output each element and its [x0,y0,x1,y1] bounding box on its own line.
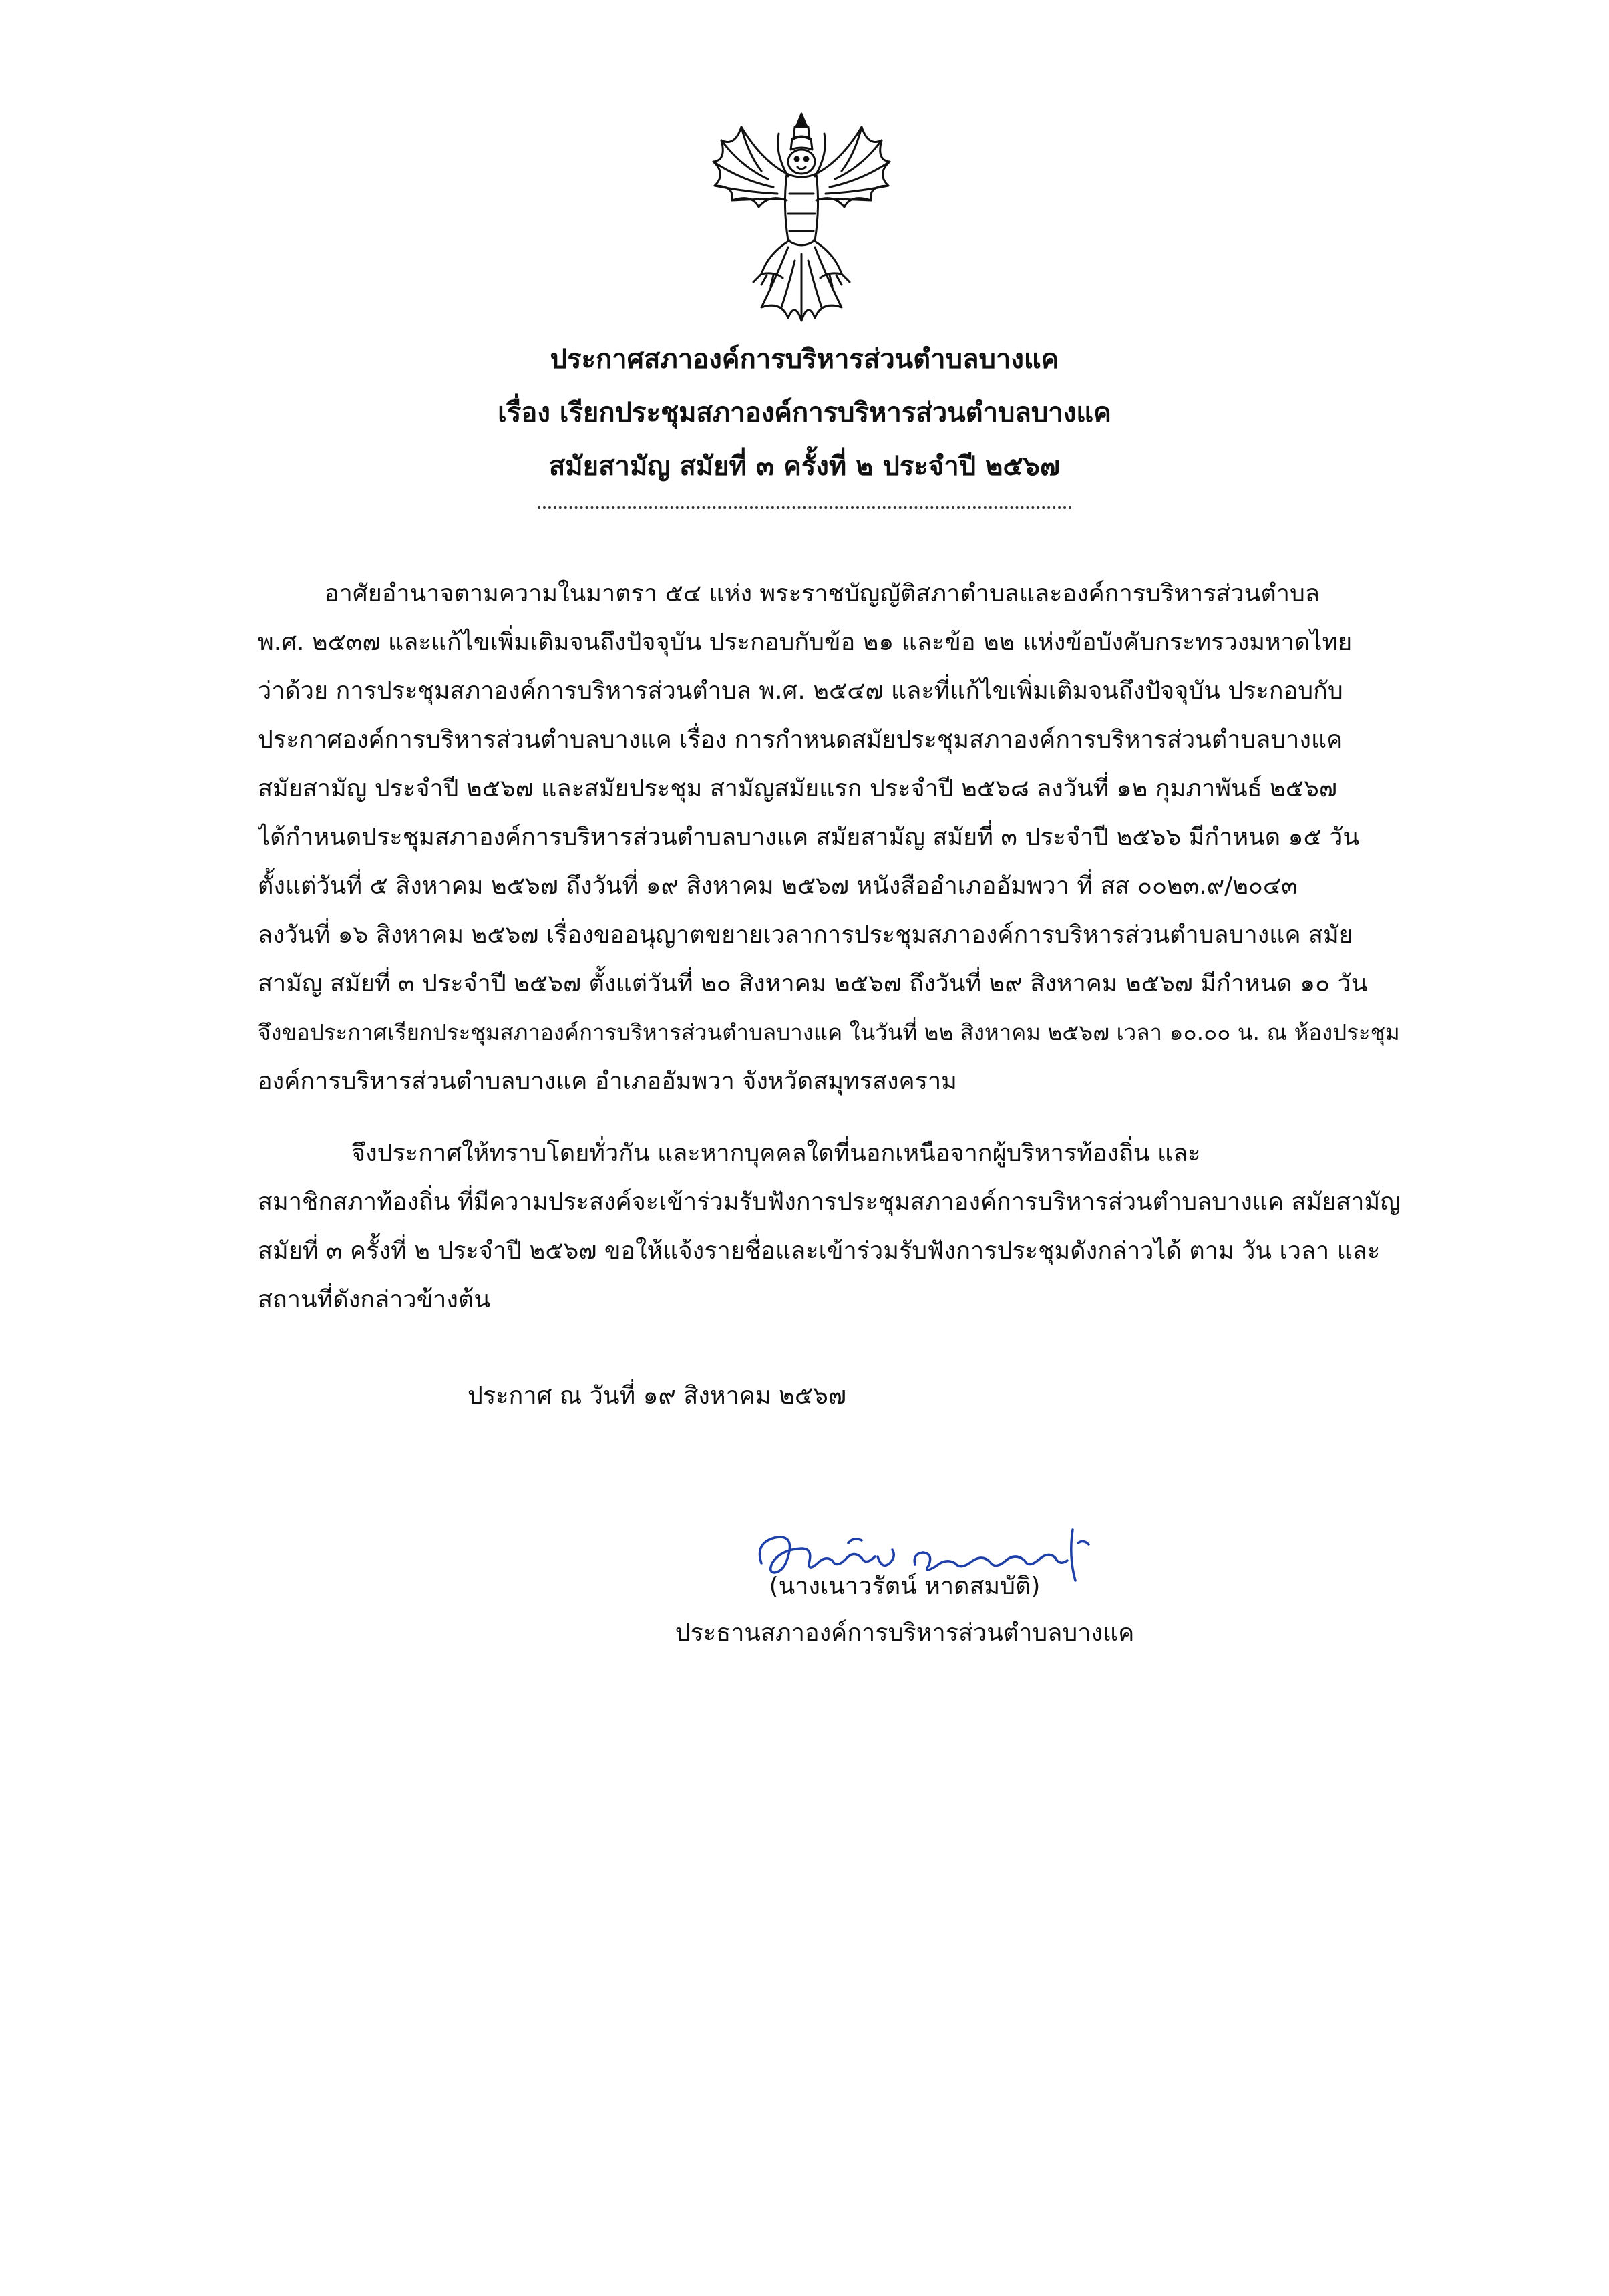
header-session: สมัยสามัญ สมัยที่ ๓ ครั้งที่ ๒ ประจำปี ๒๕๖๗ [548,451,1061,482]
announce-date: ประกาศ ณ วันที่ ๑๙ สิงหาคม ๒๕๖๗ [468,1382,846,1410]
paragraph-authority [258,569,1485,1106]
signer-block [0,1563,1609,1657]
text-line: สถานที่ดังกล่าวข้างต้น [258,1286,490,1313]
text-line: สมัยที่ ๓ ครั้งที่ ๒ ประจำปี ๒๕๖๗ ขอให้แจ้งรายชื่อและเข้าร่วมรับฟังการประชุมดังกล่าวได้ ตาม วัน เวลา และ [258,1237,1381,1265]
paragraph-notice [258,1129,1485,1324]
header-dotted-rule [538,506,1072,509]
header-title: ประกาศสภาองค์การบริหารส่วนตำบลบางแค [550,344,1059,375]
signer-position: ประธานสภาองค์การบริหารส่วนตำบลบางแค [675,1619,1135,1647]
text-line: ตั้งแต่วันที่ ๕ สิงหาคม ๒๕๖๗ ถึงวันที่ ๑๙ สิงหาคม ๒๕๖๗ หนังสืออำเภออัมพวา ที่ สส ๐๐๒๓.๙/๒๐๔๓ [258,872,1298,900]
text-line: จึงประกาศให้ทราบโดยทั่วกัน และหากบุคคลใดที่นอกเหนือจากผู้บริหารท้องถิ่น และ [351,1140,1201,1167]
text-line: สมัยสามัญ ประจำปี ๒๕๖๗ และสมัยประชุม สามัญสมัยแรก ประจำปี ๒๕๖๘ ลงวันที่ ๑๒ กุมภาพันธ์ ๒๕๖๗ [258,775,1337,802]
text-line: ลงวันที่ ๑๖ สิงหาคม ๒๕๖๗ เรื่องขออนุญาตขยายเวลาการประชุมสภาองค์การบริหารส่วนตำบลบางแค สมัย [258,921,1353,949]
text-line: ประกาศองค์การบริหารส่วนตำบลบางแค เรื่อง การกำหนดสมัยประชุมสภาองค์การบริหารส่วนตำบลบางแค [258,726,1343,754]
header-subject: เรื่อง เรียกประชุมสภาองค์การบริหารส่วนตำบลบางแค [498,397,1111,428]
text-line: อาศัยอำนาจตามความในมาตรา ๕๔ แห่ง พระราชบัญญัติสภาตำบลและองค์การบริหารส่วนตำบล [325,580,1320,607]
document-header [0,333,1609,493]
text-line: ได้กำหนดประชุมสภาองค์การบริหารส่วนตำบลบางแค สมัยสามัญ สมัยที่ ๓ ประจำปี ๒๕๖๖ มีกำหนด ๑๕ วัน [258,824,1359,851]
text-line: สมาชิกสภาท้องถิ่น ที่มีความประสงค์จะเข้าร่วมรับฟังการประชุมสภาองค์การบริหารส่วนตำบลบางแค สมัยสามัญ [258,1188,1401,1216]
text-line: ว่าด้วย การประชุมสภาองค์การบริหารส่วนตำบล พ.ศ. ๒๕๔๗ และที่แก้ไขเพิ่มเติมจนถึงปัจจุบัน ประกอบกับ [258,677,1343,705]
text-line: สามัญ สมัยที่ ๓ ประจำปี ๒๕๖๗ ตั้งแต่วันที่ ๒๐ สิงหาคม ๒๕๖๗ ถึงวันที่ ๒๙ สิงหาคม ๒๕๖๗ มีกำหนด ๑๐ วัน [258,970,1368,997]
signer-name: (นางเนาวรัตน์ หาดสมบัติ) [769,1573,1041,1600]
text-line: พ.ศ. ๒๕๓๗ และแก้ไขเพิ่มเติมจนถึงปัจจุบัน ประกอบกับข้อ ๒๑ และข้อ ๒๒ แห่งข้อบังคับกระทรวงมหาดไทย [258,629,1353,656]
text-line: องค์การบริหารส่วนตำบลบางแค อำเภออัมพวา จังหวัดสมุทรสงคราม [258,1068,957,1095]
text-line: จึงขอประกาศเรียกประชุมสภาองค์การบริหารส่วนตำบลบางแค ในวันที่ ๒๒ สิงหาคม ๒๕๖๗ เวลา ๑๐.๐๐ น. ณ ห้องประชุม [258,1019,1400,1045]
garuda-emblem-icon [695,107,908,327]
